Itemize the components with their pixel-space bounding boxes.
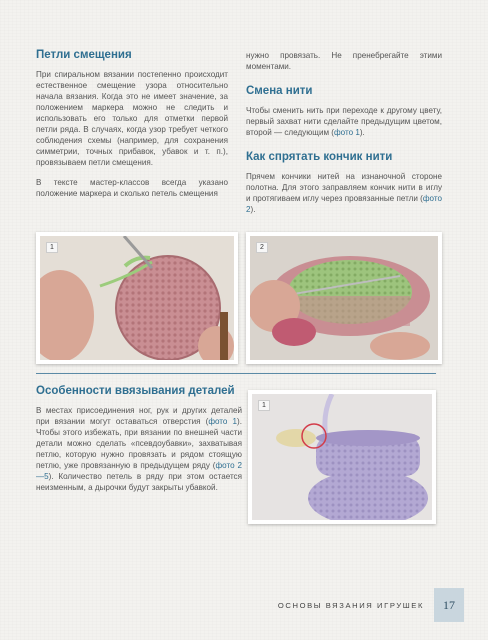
heading-offset-loops: Петли смещения: [36, 49, 132, 61]
crochet-pink-circle-illustration: [40, 236, 234, 360]
section-color-change: [246, 84, 442, 138]
page-footer: [0, 594, 434, 616]
photo-label: 1: [46, 242, 58, 253]
running-title: ОСНОВЫ ВЯЗАНИЯ ИГРУШЕК: [277, 600, 424, 610]
section-attaching-parts: [36, 384, 242, 493]
photo-1: [36, 232, 238, 364]
text-span: ).: [250, 205, 256, 214]
paragraph-hide-tail: [246, 171, 442, 215]
photo-reference: фото 1: [333, 128, 360, 137]
text-span: В местах присоединения ног, рук и других деталей при вязании могут оставаться отверстия (: [36, 406, 242, 426]
text-span: Чтобы сменить нить при переходе к другому цвету, первый захват нити сделайте предыдущим цветом, второй — следующим (: [246, 106, 442, 137]
section-divider: [36, 373, 436, 374]
photo-reference: фото 2: [246, 194, 442, 214]
page-number: 17: [434, 588, 464, 622]
heading-color-change: Смена нити: [246, 85, 313, 97]
photo-reference: фото 1: [208, 417, 238, 426]
right-continued: [246, 50, 442, 72]
paragraph-offset-2: В тексте мастер-классов всегда указано положение маркера и сколько петель смещения: [36, 178, 228, 198]
text-span: ). Количество петель в ряду при этом остается неизменным, а дырочки будут закрыты убавкой.: [36, 472, 242, 492]
photo-3: [248, 390, 436, 524]
paragraph-continued: нужно провязать. Не пренебрегайте этими моментами.: [246, 51, 442, 71]
section-hide-tail: [246, 150, 442, 215]
text-span: ). Чтобы этого избежать, при вязании по внешней части детали можно сделать «псевдоубавки», захватывая петлю, которую нужно провязать и рядом стоящую петлю, уже провязанную в предыдущем ряду (: [36, 417, 242, 470]
paragraph-offset-1: При спиральном вязании постепенно происходит естественное смещение узора относительно начала вязания. Когда это не имеет значение, за положением маркера можно не следить и использовать его только для отметки первой петли ряда. В случаях, когда узор требует четкого соблюдения схемы (например, для сохранения симметрии, точных прибавок, убавок и т. п.), провязываем петли смещения.: [36, 70, 228, 167]
heading-attaching-parts: Особенности ввязывания деталей: [36, 385, 235, 397]
text-span: ).: [359, 128, 365, 137]
crochet-purple-body-illustration: [252, 394, 432, 520]
text-span: Прячем кончики нитей на изнаночной стороне полотна. Для этого заправляем кончик нити в иглу и протягиваем иглу через провязанные петли (: [246, 172, 442, 203]
photo-2-image: [250, 236, 438, 360]
photo-label: 1: [258, 400, 270, 411]
paragraph-attaching-parts: [36, 405, 242, 493]
photo-reference: фото 2—5: [36, 461, 243, 481]
photo-2: [246, 232, 442, 364]
heading-hide-tail: Как спрятать кончик нити: [246, 151, 393, 163]
photo-1-image: [40, 236, 234, 360]
paragraph-color-change: [246, 105, 442, 138]
photo-3-image: [252, 394, 432, 520]
crochet-green-circle-illustration: [250, 236, 438, 360]
photo-label: 2: [256, 242, 268, 253]
left-column: [36, 48, 228, 199]
